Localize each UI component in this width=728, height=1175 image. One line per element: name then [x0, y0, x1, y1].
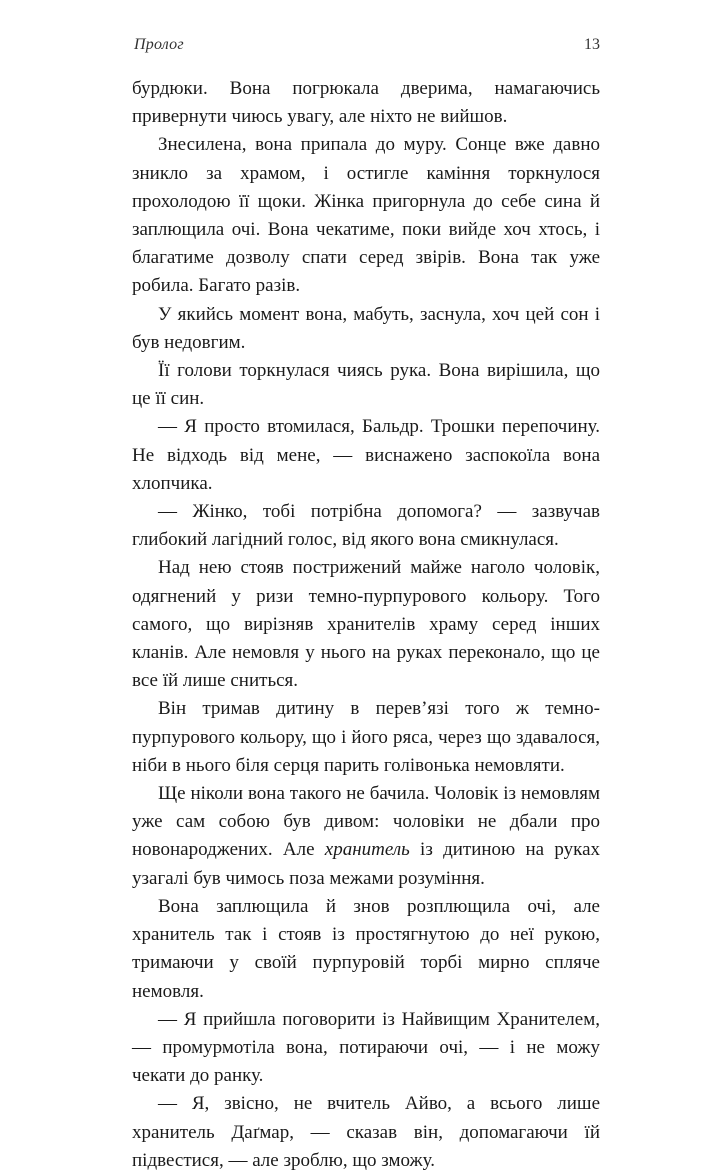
paragraph [132, 554, 600, 695]
page-number: 13 [584, 36, 600, 53]
paragraph [132, 75, 600, 131]
italic-emphasis: хранитель [324, 839, 410, 861]
paragraph [132, 498, 600, 554]
paragraph [132, 893, 600, 1006]
paragraph-text: Він тримав дитину в перев’язі того ж темно-пурпурового кольору, що і його ряса, через що здавалося, ніби в нього біля серця парить голівонька немовляти. [132, 698, 600, 776]
paragraph-text: Над нею стояв пострижений майже наголо чоловік, одягнений у ризи темно-пурпурового кольору. Того самого, що вирізняв хранителів храму серед інших кланів. Але немовля у нього на руках переконало, що це все їй лише сниться. [132, 557, 600, 692]
paragraph-text: із дитиною на руках узагалі був чимось поза межами розуміння. [132, 839, 601, 889]
paragraph-text: Знесилена, вона припала до муру. Сонце вже давно зникло за храмом, і остигле каміння торкнулося прохолодою її щоки. Жінка пригорнула до себе сина й заплющила очі. Вона чекатиме, поки вийде хоч хтось, і благатиме дозволу спати серед звірів. Вона так уже робила. Багато разів. [132, 134, 600, 297]
running-head-title: Пролог [134, 36, 184, 53]
paragraph-text: — Я просто втомилася, Бальдр. Трошки перепочину. Не відходь від мене, — виснажено заспокоїла вона хлопчика. [132, 416, 600, 494]
paragraph [132, 695, 600, 780]
paragraph-text: бурдюки. Вона погрюкала дверима, намагаючись привернути чиюсь увагу, але ніхто не вийшов. [132, 78, 600, 128]
paragraph [132, 1006, 600, 1091]
paragraph-text: — Я прийшла поговорити із Найвищим Хранителем, — промурмотіла вона, потираючи очі, — і не можу чекати до ранку. [132, 1008, 600, 1087]
paragraph [132, 131, 600, 300]
paragraph-text: — Жінко, тобі потрібна допомога? — зазвучав глибокий лагідний голос, від якого вона смикнулася. [132, 501, 600, 551]
paragraph [132, 1090, 600, 1175]
paragraph-text: Вона заплющила й знов розплющила очі, але хранитель так і стояв із простягнутою до неї рукою, тримаючи у своїй пурпуровій торбі мирно спляче немовля. [132, 895, 600, 1002]
paragraph [132, 780, 600, 893]
paragraph-text: У якийсь момент вона, мабуть, заснула, хоч цей сон і був недовгим. [132, 303, 600, 353]
paragraph-text: Ще ніколи вона такого не бачила. Чоловік із немовлям уже сам собою був дивом: чоловіки не дбали про новонароджених. Але [132, 783, 600, 861]
paragraph [132, 357, 600, 413]
paragraph [132, 301, 600, 357]
paragraph-text: Її голови торкнулася чиясь рука. Вона вирішила, що це її син. [132, 360, 600, 410]
paragraph [132, 413, 600, 498]
body-text [132, 75, 600, 1175]
paragraph-text: — Я, звісно, не вчитель Айво, а всього лише хранитель Даґмар, — сказав він, допомагаючи їй підвестися, — але зроблю, що зможу. [132, 1093, 600, 1171]
